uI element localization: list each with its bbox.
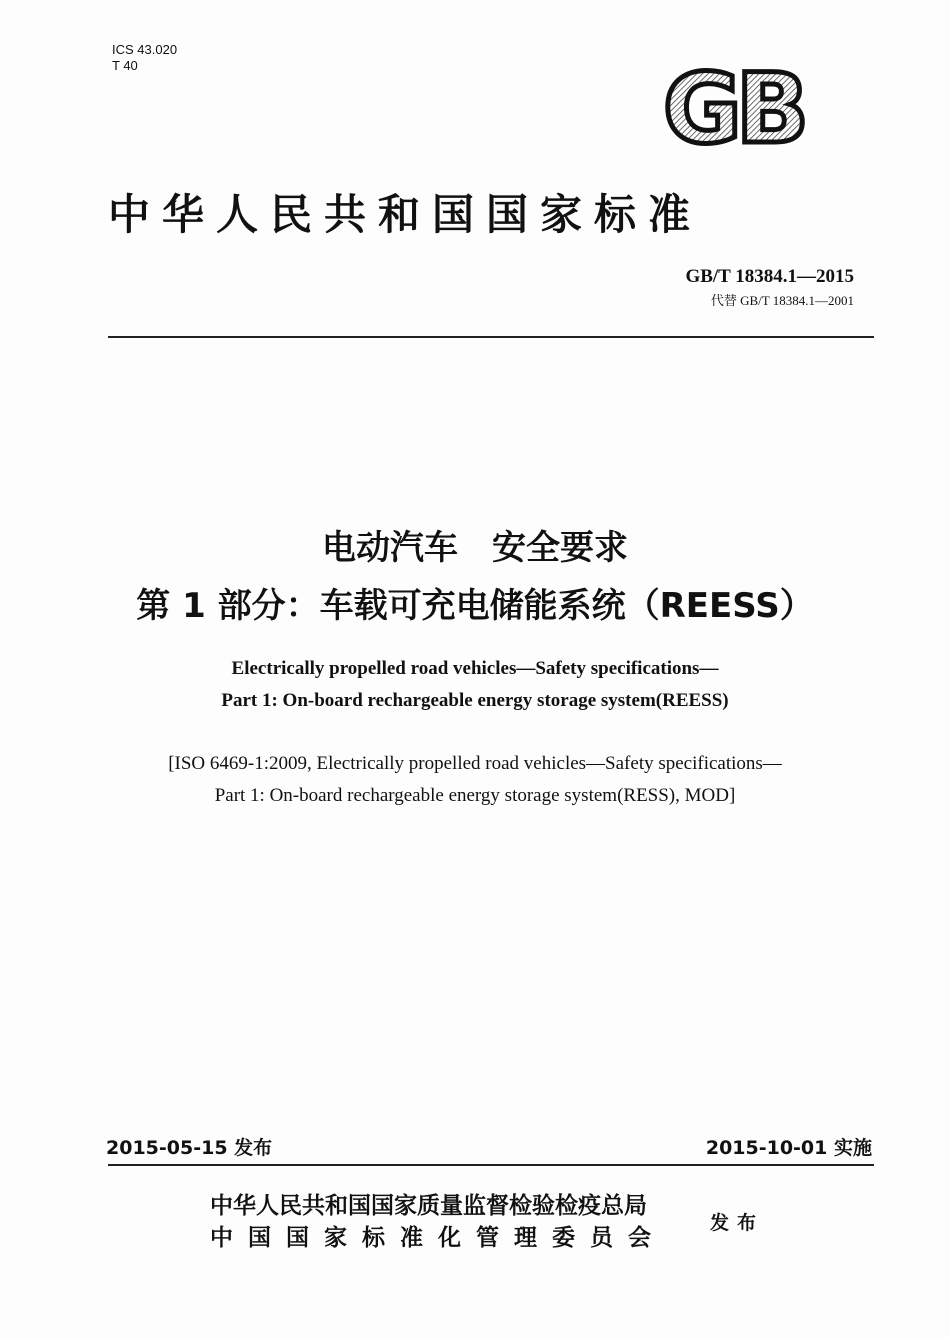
category-code: T 40: [112, 58, 138, 73]
iso-reference-line-2: Part 1: On-board rechargeable energy storage system(RESS), MOD]: [214, 785, 736, 806]
chinese-title-line-2: 第 1 部分：车载可充电储能系统（REESS）: [136, 586, 814, 626]
classification-codes: [112, 42, 177, 74]
issue-date: 2015-05-15 发布: [106, 1137, 273, 1159]
national-standard-title: 中华人民共和国国家标准: [108, 190, 703, 239]
implementation-date: 2015-10-01 实施: [705, 1137, 872, 1159]
english-title-line-2: Part 1: On-board rechargeable energy storage system(REESS): [221, 690, 729, 711]
footer-divider: [108, 1164, 874, 1166]
issuer-line-2: 中国国家标准化管理委员会: [210, 1224, 666, 1251]
english-title-line-1: Electrically propelled road vehicles—Safety specifications—: [231, 658, 719, 679]
ics-code: ICS 43.020: [112, 42, 178, 57]
issuer-line-1: 中华人民共和国国家质量监督检验检疫总局: [210, 1192, 647, 1219]
issuing-authorities: [210, 1190, 666, 1254]
header-divider: [108, 336, 874, 338]
replaces-standard: 代替 GB/T 18384.1—2001: [710, 293, 854, 308]
svg-text:GB: GB: [663, 62, 803, 150]
standard-number-block: [685, 266, 854, 309]
standard-number: GB/T 18384.1—2015: [685, 266, 854, 287]
iso-reference-line-1: [ISO 6469-1:2009, Electrically propelled road vehicles—Safety specifications—: [168, 753, 782, 774]
gb-logo: [640, 62, 826, 150]
chinese-title-line-1: 电动汽车 安全要求: [322, 528, 628, 568]
publish-label: 发布: [710, 1212, 765, 1234]
